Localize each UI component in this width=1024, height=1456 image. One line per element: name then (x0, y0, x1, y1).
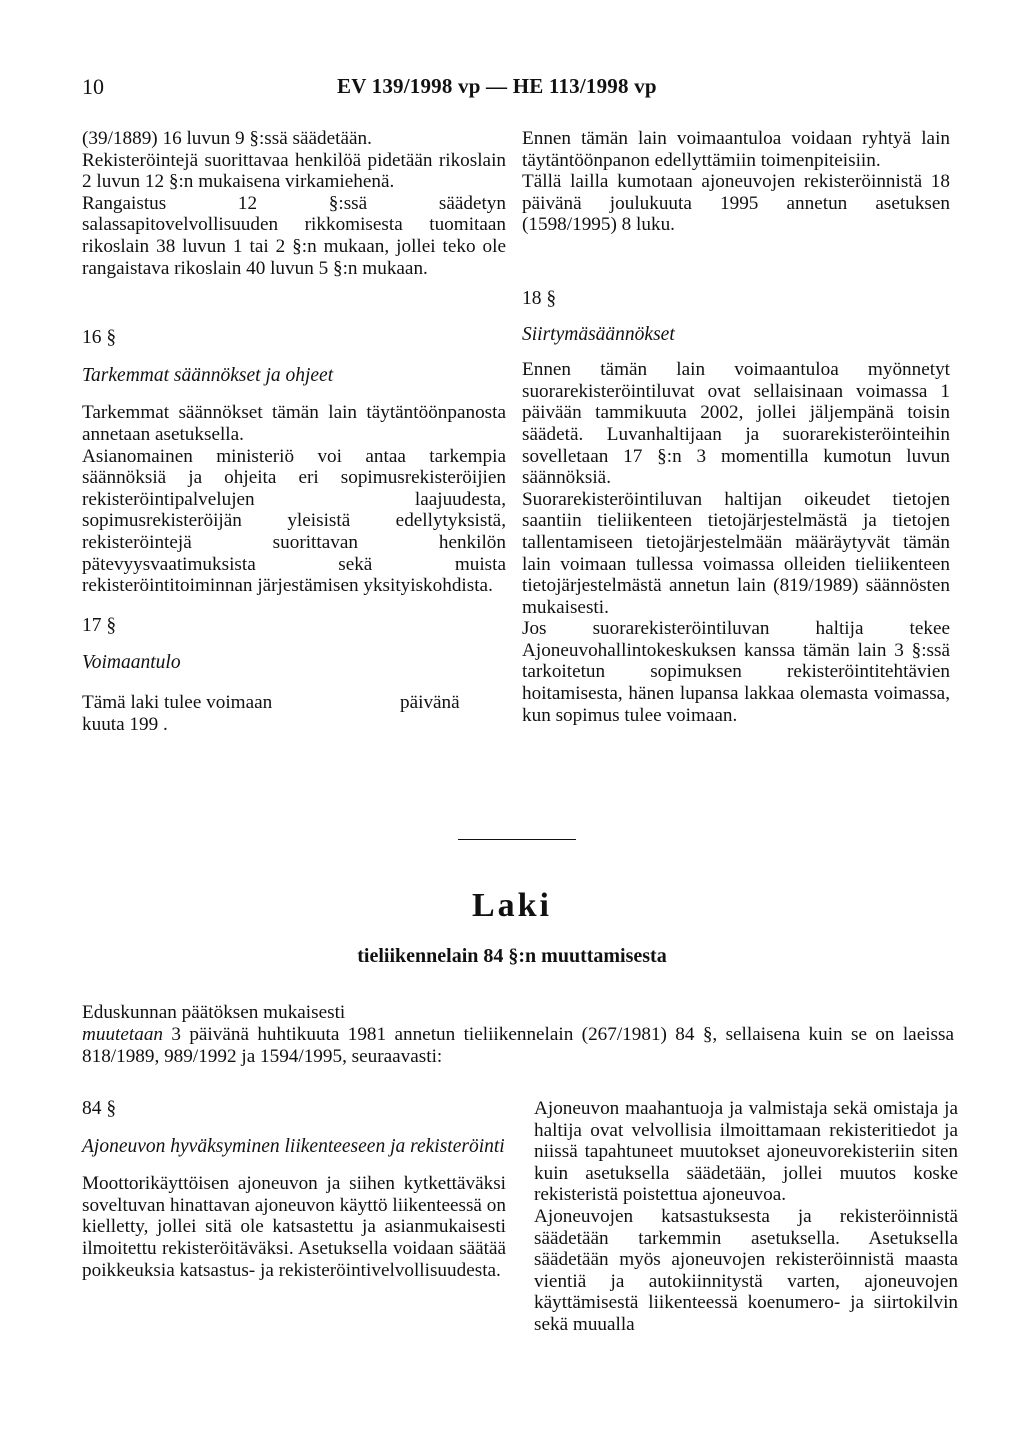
right-column (522, 128, 950, 726)
intro-rest: 3 päivänä huhtikuuta 1981 annetun tieliikennelain (267/1981) 84 §, sellaisena kuin se on laeissa 818/1989, 989/1992 ja 1594/1995, seuraavasti: (82, 1023, 954, 1067)
paragraph: Ajoneuvojen katsastuksesta ja rekisteröinnistä säädetään tarkemmin asetuksella. Asetuksella säädetään myös ajoneuvojen rekisteröinnistä maasta vientiä ja autokiinnitystä varten, ajoneuvojen käyttämisestä liikenteessä koenumero- ja siirtokilvin sekä muualla (534, 1205, 958, 1335)
law-subtitle: tieliikennelain 84 §:n muuttamisesta (357, 945, 667, 967)
section-17-number: 17 § (82, 614, 117, 636)
paragraph: Rangaistus 12 §:ssä säädetyn salassapitovelvollisuuden rikkomisesta tuomitaan rikoslain 38 luvun 1 tai 2 §:n mukaan, jollei teko ole rangaistava rikoslain 40 luvun 5 §:n mukaan. (82, 192, 506, 279)
section-84-left-column (82, 1098, 506, 1281)
effective-date-line (82, 692, 506, 714)
section-18-number: 18 § (522, 287, 557, 309)
section-16-title: Tarkemmat säännökset ja ohjeet (82, 364, 334, 386)
effective-date-day: päivänä (400, 691, 460, 713)
intro-emphasis: muutetaan (82, 1023, 164, 1045)
divider-line (458, 839, 576, 840)
section-84-right-column (534, 1098, 958, 1336)
paragraph: Tarkemmat säännökset tämän lain täytäntöönpanosta annetaan asetuksella. (82, 402, 506, 445)
section-84-title: Ajoneuvon hyväksyminen liikenteeseen ja rekisteröinti (82, 1135, 505, 1157)
paragraph: Suorarekisteröintiluvan haltijan oikeudet tietojen saantiin tieliikenteen tietojärjestelmästä ja tietojen tallentamiseen tietojärjestelmään määräytyvät tämän lain voimaan tullessa voimassa olleiden tieliikenteen tietojärjestelmästä annetun lain (819/1989) säännösten mukaisesti. (522, 488, 950, 618)
left-column (82, 128, 506, 735)
paragraph: Jos suorarekisteröintiluvan haltija tekee Ajoneuvohallintokeskuksen kanssa tämän lain 3 §:ssä tarkoitetun sopimuksen rekisteröintitehtävien hoitamisesta, hänen lupansa lakkaa olemasta voimassa, kun sopimus tulee voimaan. (522, 618, 950, 726)
running-head: EV 139/1998 vp — HE 113/1998 vp (337, 74, 657, 98)
paragraph: Tällä lailla kumotaan ajoneuvojen rekisteröinnistä 18 päivänä joulukuuta 1995 annetun asetuksen (1598/1995) 8 luku. (522, 171, 950, 236)
section-17-title: Voimaantulo (82, 652, 181, 674)
section-84-number: 84 § (82, 1098, 117, 1119)
paragraph: Rekisteröintejä suorittavaa henkilöä pidetään rikoslain 2 luvun 12 §:n mukaisena virkamiehenä. (82, 149, 506, 193)
paragraph: Ajoneuvon maahantuoja ja valmistaja sekä omistaja ja haltija ovat velvollisia ilmoittamaan rekisteritiedot ja niissä tapahtuneet muutokset ajoneuvorekisteriin siten kuin asetuksella säädetään, jollei muutos koske rekisteristä poistettua ajoneuvoa. (534, 1098, 958, 1206)
paragraph: Asianomainen ministeriö voi antaa tarkempia säännöksiä ja ohjeita eri sopimusrekisteröijien rekisteröintipalvelujen laajuudesta, sopimusrekisteröijän yleisistä edellytyksistä, rekisteröintejä suorittavan henkilön pätevyysvaatimuksista sekä muista rekisteröintitoiminnan järjestämisen yksityiskohdista. (82, 445, 506, 597)
section-18-title: Siirtymäsäännökset (522, 323, 675, 345)
section-16-number: 16 § (82, 327, 117, 349)
paragraph: Ennen tämän lain voimaantuloa voidaan ryhtyä lain täytäntöönpanon edellyttämiin toimenpiteisiin. (522, 128, 950, 171)
intro-line: Eduskunnan päätöksen mukaisesti (82, 1002, 346, 1023)
intro-paragraph (82, 1024, 954, 1068)
effective-date-month: kuuta 199 . (82, 713, 168, 735)
effective-date-text: Tämä laki tulee voimaan (82, 691, 273, 713)
law-title: Laki (471, 887, 553, 924)
paragraph: Ennen tämän lain voimaantuloa myönnetyt suorarekisteröintiluvat ovat sellaisinaan voimassa 1 päivään tammikuuta 2002, jollei jäljempänä toisin säädetä. Luvanhaltijaan ja suorarekisteröinteihin sovelletaan 17 §:n 3 momentilla kumotun luvun säännöksiä. (522, 359, 950, 489)
law-intro (82, 1002, 954, 1067)
paragraph: (39/1889) 16 luvun 9 §:ssä säädetään. (82, 128, 372, 149)
page-number: 10 (82, 74, 104, 99)
paragraph: Moottorikäyttöisen ajoneuvon ja siihen kytkettäväksi soveltuvan hinattavan ajoneuvon käyttö liikenteessä on kielletty, jollei sitä ole katsastettu ja asianmukaisesti ilmoitettu rekisteröitäväksi. Asetuksella voidaan säätää poikkeuksia katsastus- ja rekisteröintivelvollisuudesta. (82, 1173, 506, 1281)
